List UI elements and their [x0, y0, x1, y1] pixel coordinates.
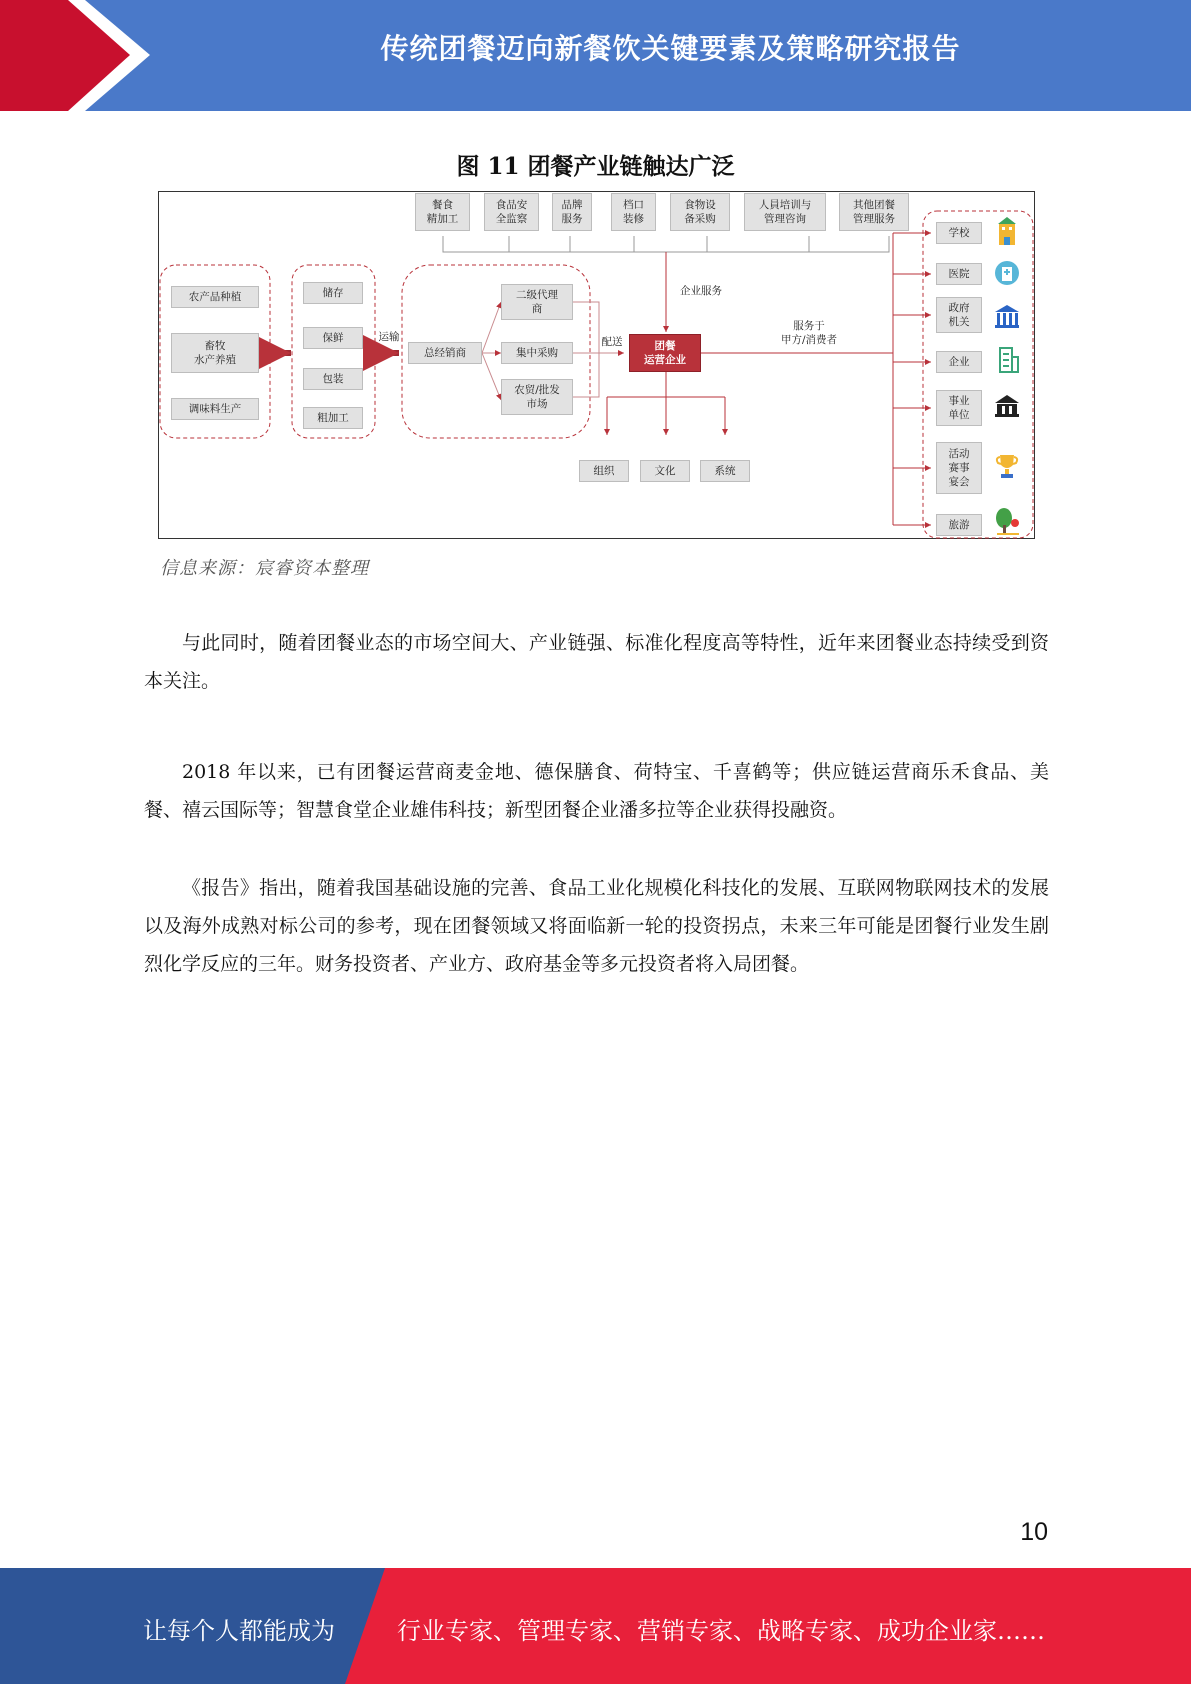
channel-box: 二级代理 商: [501, 284, 573, 320]
office-building-icon: [994, 345, 1020, 373]
production-box: 调味料生产: [171, 398, 259, 420]
service-box: 食品安 全监察: [484, 193, 539, 231]
footer-slogan-right: 行业专家、管理专家、营销专家、战略专家、成功企业家……: [397, 1617, 1045, 1645]
institution-icon: [994, 392, 1020, 420]
delivery-label: 配送: [601, 336, 623, 348]
school-icon: [994, 217, 1020, 245]
processing-box: 保鲜: [303, 327, 363, 349]
client-box: 活动 赛事 宴会: [936, 442, 982, 494]
channel-box: 集中采购: [501, 342, 573, 364]
client-box: 旅游: [936, 514, 982, 536]
government-building-icon: [994, 302, 1020, 330]
processing-box: 包装: [303, 368, 363, 390]
bottom-box: 组织: [579, 460, 629, 482]
trophy-icon: [994, 452, 1020, 480]
service-box: 品牌 服务: [552, 193, 592, 231]
service-box: 人員培训与 管理咨询: [744, 193, 826, 231]
service-box: 餐食 精加工: [415, 193, 470, 231]
serve-label: 服务于 甲方/消费者: [780, 320, 838, 347]
body-paragraph: 与此同时，随着团餐业态的市场空间大、产业链强、标准化程度高等特性，近年来团餐业态持续受到资本关注。: [144, 632, 1049, 692]
diagram-connectors: [159, 192, 1036, 540]
bottom-box: 文化: [640, 460, 690, 482]
client-box: 学校: [936, 222, 982, 244]
body-paragraph: 2018 年以来，已有团餐运营商麦金地、德保膳食、荷特宝、千喜鹤等；供应链运营商乐禾食品、美餐、禧云国际等；智慧食堂企业雄伟科技；新型团餐企业潘多拉等企业获得投融资。: [144, 761, 1049, 821]
footer-slogan-left: 让每个人都能成为: [143, 1617, 335, 1645]
core-operator-box: 团餐 运营企业: [629, 334, 701, 372]
body-paragraph: 《报告》指出，随着我国基础设施的完善、食品工业化规模化科技化的发展、互联网物联网技术的发展以及海外成熟对标公司的参考，现在团餐领域又将面临新一轮的投资拐点，未来三年可能是团餐行业发生剧烈化学反应的三年。财务投资者、产业方、政府基金等多元投资者将入局团餐。: [144, 877, 1049, 975]
production-box: 农产品种植: [171, 286, 259, 308]
client-box: 医院: [936, 263, 982, 285]
page-number: 10: [1020, 1518, 1048, 1546]
service-box: 食物设 备采购: [670, 193, 730, 231]
service-box: 档口 装修: [611, 193, 656, 231]
client-box: 政府 机关: [936, 297, 982, 333]
bottom-box: 系统: [700, 460, 750, 482]
tree-travel-icon: [994, 507, 1020, 535]
header-banner: [0, 0, 1191, 111]
distributor-box: 总经销商: [408, 342, 482, 364]
header-chevron-decoration: [0, 0, 160, 111]
processing-box: 储存: [303, 282, 363, 304]
industry-chain-diagram: [158, 191, 1035, 539]
enterprise-service-label: 企业服务: [680, 285, 722, 297]
service-box: 其他团餐 管理服务: [839, 193, 909, 231]
figure-source: 信息来源：宸睿资本整理: [160, 558, 369, 579]
client-box: 事业 单位: [936, 390, 982, 426]
transport-label: 运输: [378, 331, 400, 343]
document-title: 传统团餐迈向新餐饮关键要素及策略研究报告: [380, 32, 961, 65]
figure-title: 图 11 团餐产业链触达广泛: [456, 153, 735, 180]
production-box: 畜牧 水产养殖: [171, 333, 259, 373]
hospital-icon: [994, 259, 1020, 287]
client-box: 企业: [936, 351, 982, 373]
channel-box: 农贸/批发 市场: [501, 379, 573, 415]
processing-box: 粗加工: [303, 407, 363, 429]
